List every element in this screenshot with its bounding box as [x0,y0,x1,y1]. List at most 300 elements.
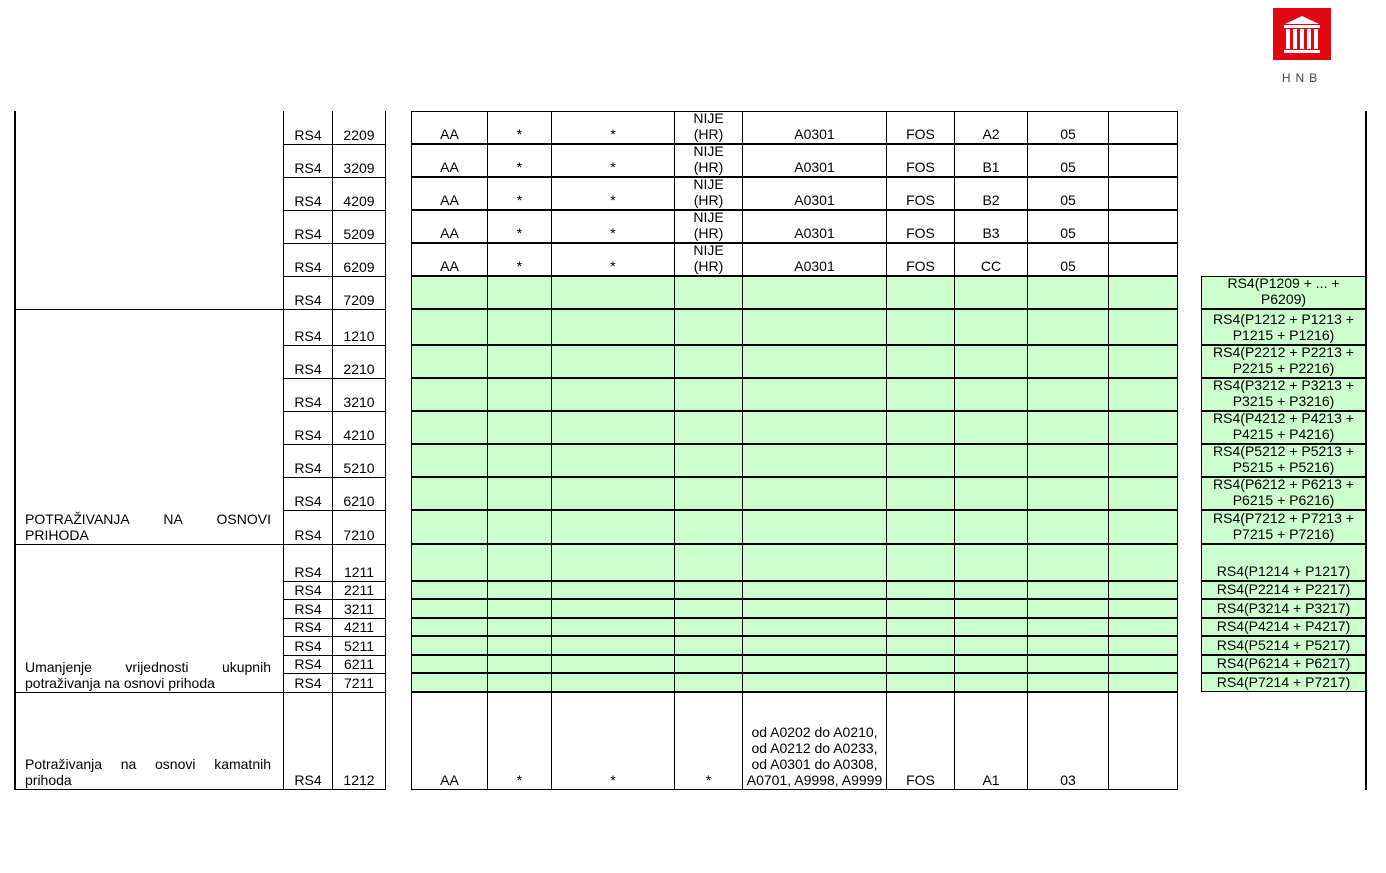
row-field-f1 [411,673,487,692]
row-field-f6 [886,692,954,790]
row-field-f1 [411,276,487,309]
row-field-f7 [954,444,1027,477]
row-field-f5 [742,477,886,510]
row-field-f8 [1027,599,1108,618]
logo-text: HNB [1281,71,1323,85]
row-field-f2 [487,111,551,144]
row-field-f4 [674,510,742,544]
row-formula-text: RS4(P4214 + P4217) [1216,618,1351,634]
row-field-f3-text: * [610,225,616,241]
row-field-f7 [954,243,1027,276]
row-field-f4 [674,599,742,618]
row-field-f4-text: NIJE (HR) [693,111,724,142]
row-code [283,444,332,477]
row-field-f4-text: * [705,772,712,788]
row-number [332,210,386,243]
row-code [283,276,332,309]
row-formula-text: RS4(P5212 + P5213 + P5215 + P5216) [1213,444,1354,475]
row-field-f6-text: FOS [906,192,935,208]
row-field-f3-text: * [610,258,616,274]
row-field-f6 [886,276,954,309]
row-code [283,599,332,618]
row-formula-text: RS4(P5214 + P5217) [1216,637,1351,653]
row-field-f1 [411,636,487,655]
row-field-f2 [487,444,551,477]
row-code [283,581,332,599]
row-field-f8 [1027,210,1108,243]
row-field-f4 [674,276,742,309]
row-field-f4 [674,618,742,636]
row-field-f1-text: AA [440,258,459,274]
row-field-f8 [1027,692,1108,790]
row-field-f4 [674,692,742,790]
row-field-f8-text: 05 [1060,159,1076,175]
row-field-f7-text: A2 [982,126,1000,142]
row-code-text: RS4 [294,656,322,672]
row-field-f4 [674,581,742,599]
row-field-f7 [954,411,1027,444]
row-field-f8 [1027,477,1108,510]
row-field-f9 [1108,111,1178,144]
row-field-f3 [551,309,674,345]
row-number [332,309,386,345]
row-formula-text: RS4(P7212 + P7213 + P7215 + P7216) [1213,510,1354,542]
row-field-f3 [551,378,674,411]
row-field-f5-text: A0301 [794,225,835,241]
row-formula [1201,544,1366,581]
row-field-f7-text: B1 [982,159,1000,175]
row-field-f9 [1108,510,1178,544]
row-label-3-text: Potraživanja na osnovi kamatnih prihoda [25,756,271,788]
row-field-f4 [674,636,742,655]
row-field-f9 [1108,544,1178,581]
row-field-f1 [411,510,487,544]
row-code [283,144,332,177]
row-field-f7 [954,618,1027,636]
row-field-f7 [954,276,1027,309]
row-field-f6 [886,477,954,510]
row-formula-text: RS4(P7214 + P7217) [1216,674,1351,690]
row-code [283,378,332,411]
row-field-f9 [1108,655,1178,673]
row-field-f5 [742,692,886,790]
row-field-f5 [742,210,886,243]
left-border-line [14,111,16,790]
row-field-f7 [954,692,1027,790]
row-field-f8 [1027,345,1108,378]
row-field-f7 [954,599,1027,618]
row-field-f6-text: FOS [906,772,935,788]
row-field-f5-text: A0301 [794,192,835,208]
row-field-f6 [886,618,954,636]
row-field-f4 [674,345,742,378]
row-field-f5 [742,411,886,444]
row-number [332,378,386,411]
row-field-f2-text: * [516,225,523,241]
row-field-f8-text: 05 [1060,258,1076,274]
row-field-f7 [954,210,1027,243]
row-code [283,673,332,692]
row-field-f7 [954,309,1027,345]
row-code-text: RS4 [294,193,322,209]
row-code-text: RS4 [294,328,322,344]
row-number [332,177,386,210]
row-formula [1201,276,1366,309]
row-formula [1201,655,1366,673]
row-field-f5 [742,276,886,309]
row-field-f1 [411,599,487,618]
row-code-text: RS4 [294,292,322,308]
row-code-text: RS4 [294,582,322,598]
row-formula [1201,378,1366,411]
row-formula [1201,510,1366,544]
row-number-text: 7209 [343,292,375,308]
row-field-f4 [674,655,742,673]
row-field-f2 [487,477,551,510]
row-formula [1201,599,1366,618]
row-field-f9 [1108,599,1178,618]
row-number [332,411,386,444]
row-formula-text: RS4(P1212 + P1213 + P1215 + P1216) [1213,311,1354,343]
row-field-f6 [886,444,954,477]
row-field-f1 [411,544,487,581]
row-formula-text: RS4(P6214 + P6217) [1216,655,1351,671]
row-field-f6 [886,144,954,177]
row-field-f3 [551,477,674,510]
row-label-0 [15,111,283,309]
row-field-f6 [886,378,954,411]
row-field-f5-text: od A0202 do A0210, od A0212 do A0233, od A0301 do A0308, A0701, A9998, A9999 [746,724,883,788]
row-field-f5 [742,111,886,144]
row-code [283,655,332,673]
row-field-f2-text: * [516,258,523,274]
row-field-f3 [551,544,674,581]
row-field-f6-text: FOS [906,258,935,274]
row-number [332,599,386,618]
row-field-f1-text: AA [440,192,459,208]
hnb-logo [1273,8,1331,85]
row-formula [1201,477,1366,510]
row-field-f5 [742,510,886,544]
row-number [332,581,386,599]
row-number-text: 2209 [343,127,375,143]
row-field-f6 [886,599,954,618]
row-number [332,243,386,276]
row-field-f9 [1108,378,1178,411]
row-field-f7 [954,510,1027,544]
row-field-f3 [551,276,674,309]
row-number [332,477,386,510]
row-field-f6 [886,411,954,444]
row-field-f8 [1027,111,1108,144]
row-formula-text: RS4(P3212 + P3213 + P3215 + P3216) [1213,378,1354,409]
row-field-f7 [954,378,1027,411]
row-field-f3 [551,243,674,276]
row-field-f3 [551,345,674,378]
row-formula-text: RS4(P2214 + P2217) [1216,581,1351,597]
row-field-f1 [411,243,487,276]
row-field-f1-text: AA [440,225,459,241]
row-label-2-text: Umanjenje vrijednosti ukupnih potraživanja na osnovi prihoda [25,659,271,691]
row-field-f1 [411,618,487,636]
row-number [332,636,386,655]
row-number-text: 1212 [343,772,375,788]
row-code [283,210,332,243]
row-field-f2 [487,378,551,411]
row-field-f7 [954,177,1027,210]
row-code-text: RS4 [294,226,322,242]
row-code-text: RS4 [294,361,322,377]
row-field-f3 [551,636,674,655]
row-field-f8 [1027,243,1108,276]
row-number-text: 1211 [343,564,375,580]
row-field-f2 [487,581,551,599]
row-code [283,309,332,345]
row-field-f8 [1027,411,1108,444]
row-field-f4 [674,144,742,177]
row-code [283,477,332,510]
row-field-f5 [742,544,886,581]
row-field-f6 [886,636,954,655]
row-field-f7-text: CC [980,258,1002,274]
row-field-f1 [411,378,487,411]
row-field-f8 [1027,144,1108,177]
row-field-f9 [1108,618,1178,636]
row-field-f6-text: FOS [906,225,935,241]
row-formula-text: RS4(P1209 + ... + P6209) [1227,276,1340,307]
row-field-f5 [742,581,886,599]
row-field-f4 [674,243,742,276]
row-field-f8 [1027,581,1108,599]
row-field-f2-text: * [516,192,523,208]
row-field-f4-text: NIJE (HR) [693,243,724,274]
row-field-f5-text: A0301 [794,159,835,175]
row-number [332,618,386,636]
row-code-text: RS4 [294,259,322,275]
row-number-text: 4210 [343,427,375,443]
row-field-f2 [487,144,551,177]
row-field-f1-text: AA [440,159,459,175]
row-field-f8-text: 05 [1060,126,1076,142]
row-number-text: 5211 [343,638,375,654]
row-field-f8 [1027,636,1108,655]
row-field-f6-text: FOS [906,126,935,142]
row-field-f7 [954,544,1027,581]
row-number-text: 7210 [343,527,375,543]
row-field-f5 [742,243,886,276]
row-formula [1201,581,1366,599]
row-formula-text: RS4(P3214 + P3217) [1216,600,1351,616]
row-field-f3-text: * [610,772,616,788]
row-field-f8 [1027,309,1108,345]
row-formula [1201,636,1366,655]
row-field-f6 [886,309,954,345]
row-field-f9 [1108,444,1178,477]
row-field-f3 [551,411,674,444]
row-field-f6 [886,243,954,276]
row-field-f2 [487,210,551,243]
row-number-text: 6211 [343,656,375,672]
row-number-text: 4209 [343,193,375,209]
row-field-f4-text: NIJE (HR) [693,177,724,208]
row-field-f3 [551,599,674,618]
row-field-f8 [1027,673,1108,692]
row-field-f8 [1027,544,1108,581]
row-code-text: RS4 [294,601,322,617]
row-formula [1201,345,1366,378]
row-field-f4 [674,411,742,444]
row-field-f3-text: * [610,159,616,175]
row-field-f5 [742,444,886,477]
row-field-f3 [551,510,674,544]
row-number-text: 5209 [343,226,375,242]
row-field-f4 [674,544,742,581]
row-code-text: RS4 [294,127,322,143]
row-field-f2 [487,243,551,276]
row-field-f6 [886,510,954,544]
row-field-f9 [1108,276,1178,309]
row-field-f3 [551,618,674,636]
row-field-f6-text: FOS [906,159,935,175]
row-code-text: RS4 [294,160,322,176]
row-field-f3-text: * [610,192,616,208]
row-formula [1201,309,1366,345]
row-number [332,345,386,378]
row-field-f2 [487,309,551,345]
row-field-f9 [1108,477,1178,510]
row-field-f1 [411,177,487,210]
row-number-text: 5210 [343,460,375,476]
row-code [283,618,332,636]
row-field-f9 [1108,692,1178,790]
row-field-f9 [1108,144,1178,177]
row-number-text: 2211 [343,582,375,598]
hnb-building-icon [1273,8,1331,60]
row-field-f6 [886,345,954,378]
row-field-f5 [742,618,886,636]
row-code [283,345,332,378]
row-code-text: RS4 [294,527,322,543]
row-number [332,692,386,790]
row-field-f2 [487,655,551,673]
row-field-f8 [1027,655,1108,673]
row-number [332,510,386,544]
row-code [283,544,332,581]
row-field-f1 [411,144,487,177]
row-field-f4 [674,210,742,243]
row-field-f8 [1027,177,1108,210]
row-formula [1201,618,1366,636]
row-code-text: RS4 [294,675,322,691]
row-field-f2 [487,345,551,378]
row-field-f5 [742,636,886,655]
row-field-f2 [487,618,551,636]
row-field-f3 [551,692,674,790]
row-field-f3 [551,111,674,144]
row-field-f7 [954,581,1027,599]
row-field-f7 [954,673,1027,692]
row-field-f8-text: 05 [1060,225,1076,241]
row-field-f6 [886,581,954,599]
row-code-text: RS4 [294,619,322,635]
row-field-f5-text: A0301 [794,126,835,142]
row-field-f7-text: A1 [982,772,1000,788]
row-formula-text: RS4(P6212 + P6213 + P6215 + P6216) [1213,477,1354,508]
row-number [332,673,386,692]
row-label-1 [15,309,283,544]
row-field-f5 [742,378,886,411]
row-formula [1201,444,1366,477]
row-field-f9 [1108,673,1178,692]
row-field-f9 [1108,345,1178,378]
row-field-f5 [742,144,886,177]
row-field-f9 [1108,636,1178,655]
row-field-f6 [886,655,954,673]
row-field-f3 [551,144,674,177]
row-code-text: RS4 [294,460,322,476]
row-field-f1-text: AA [440,126,459,142]
row-number [332,111,386,144]
row-field-f4-text: NIJE (HR) [693,210,724,241]
row-formula-text: RS4(P2212 + P2213 + P2215 + P2216) [1213,345,1354,376]
row-field-f9 [1108,243,1178,276]
row-code [283,692,332,790]
row-label-1-text: POTRAŽIVANJA NA OSNOVI PRIHODA [25,511,271,543]
row-field-f1 [411,345,487,378]
row-number-text: 3209 [343,160,375,176]
row-field-f2 [487,599,551,618]
row-field-f5 [742,655,886,673]
row-field-f7 [954,655,1027,673]
row-field-f2 [487,510,551,544]
row-field-f6 [886,111,954,144]
row-field-f8 [1027,444,1108,477]
row-field-f9 [1108,581,1178,599]
row-field-f1 [411,692,487,790]
row-field-f3 [551,210,674,243]
row-field-f7 [954,144,1027,177]
row-field-f5-text: A0301 [794,258,835,274]
row-field-f2 [487,692,551,790]
row-field-f1 [411,210,487,243]
row-field-f5 [742,599,886,618]
row-number-text: 1210 [343,328,375,344]
row-field-f2-text: * [516,159,523,175]
row-code-text: RS4 [294,427,322,443]
row-field-f1 [411,309,487,345]
row-field-f9 [1108,210,1178,243]
row-code [283,636,332,655]
row-code-text: RS4 [294,394,322,410]
row-field-f3 [551,444,674,477]
row-field-f3 [551,581,674,599]
row-field-f5 [742,673,886,692]
row-field-f6 [886,673,954,692]
row-code-text: RS4 [294,564,322,580]
row-field-f8 [1027,276,1108,309]
row-field-f4 [674,477,742,510]
row-field-f8 [1027,618,1108,636]
row-field-f2 [487,177,551,210]
row-field-f7 [954,345,1027,378]
row-field-f7 [954,477,1027,510]
row-field-f2 [487,636,551,655]
row-field-f6 [886,210,954,243]
row-field-f8 [1027,510,1108,544]
row-field-f7-text: B3 [982,225,1000,241]
row-code [283,177,332,210]
row-number [332,276,386,309]
